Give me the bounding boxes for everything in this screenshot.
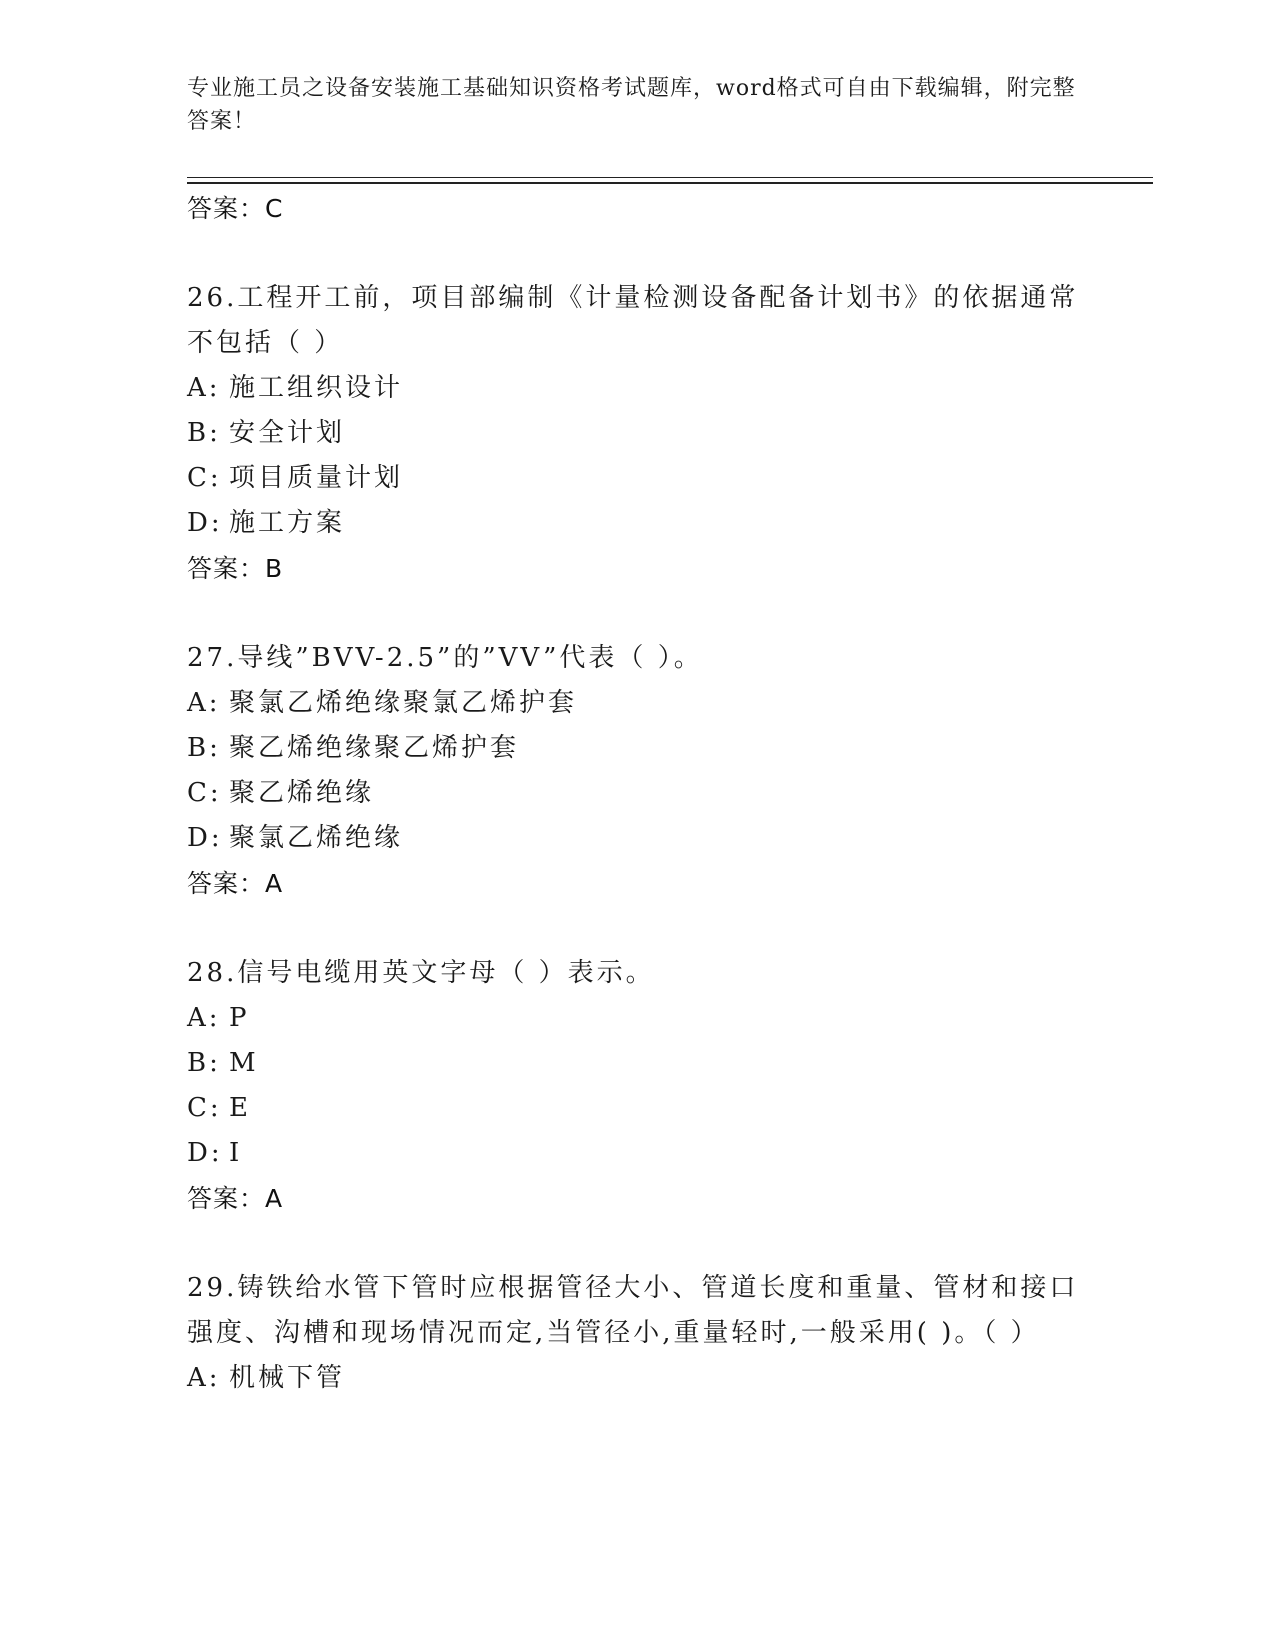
option-key: B: (187, 418, 221, 448)
option-text: 施工方案 (229, 508, 346, 538)
option-b (187, 1041, 1087, 1086)
question-stem: 28.信号电缆用英文字母（ ）表示。 (187, 958, 655, 988)
option-key: C: (187, 778, 222, 808)
option-text: 聚氯乙烯绝缘 (229, 823, 404, 853)
option-d (187, 816, 1087, 861)
question-28 (187, 951, 1087, 1221)
option-key: A: (187, 1003, 221, 1033)
page-header-text: 专业施工员之设备安装施工基础知识资格考试题库，word格式可自由下载编辑，附完整答案！ (187, 76, 1076, 134)
option-c (187, 1086, 1087, 1131)
question-stem: 26.工程开工前，项目部编制《计量检测设备配备计划书》的依据通常不包括（ ） (187, 283, 1079, 358)
option-text: 机械下管 (229, 1363, 346, 1393)
question-list (187, 186, 1087, 1401)
header-divider-thick (187, 182, 1153, 184)
option-a (187, 681, 1087, 726)
question-26 (187, 276, 1087, 591)
answer-line: 答案：A (187, 869, 284, 898)
option-key: A: (187, 688, 221, 718)
option-c (187, 456, 1087, 501)
answer-line: 答案：A (187, 1184, 284, 1213)
option-key: D: (187, 1138, 223, 1168)
option-text: 聚乙烯绝缘 (229, 778, 375, 808)
option-key: C: (187, 1093, 222, 1123)
answer-line: 答案：C (187, 194, 284, 223)
option-key: B: (187, 1048, 221, 1078)
option-text: M (229, 1048, 259, 1078)
option-text: 项目质量计划 (229, 463, 404, 493)
option-text: P (229, 1003, 250, 1033)
option-c (187, 771, 1087, 816)
option-key: B: (187, 733, 221, 763)
question-29 (187, 1266, 1087, 1401)
option-key: D: (187, 508, 223, 538)
question-27 (187, 636, 1087, 906)
option-text: 聚乙烯绝缘聚乙烯护套 (229, 733, 520, 763)
option-d (187, 1131, 1087, 1176)
question-stem: 27.导线”BVV-2.5”的”VV”代表（ ）。 (187, 643, 703, 673)
option-a (187, 366, 1087, 411)
option-b (187, 411, 1087, 456)
header-divider-thin (187, 177, 1153, 178)
option-text: I (229, 1138, 243, 1168)
option-key: D: (187, 823, 223, 853)
option-text: 施工组织设计 (229, 373, 404, 403)
option-text: 聚氯乙烯绝缘聚氯乙烯护套 (229, 688, 578, 718)
option-key: C: (187, 463, 222, 493)
option-a (187, 996, 1087, 1041)
option-text: 安全计划 (229, 418, 346, 448)
option-b (187, 726, 1087, 771)
option-d (187, 501, 1087, 546)
option-key: A: (187, 373, 221, 403)
answer-line: 答案：B (187, 554, 284, 583)
option-text: E (229, 1093, 251, 1123)
option-key: A: (187, 1363, 221, 1393)
option-a (187, 1356, 1087, 1401)
question-stem: 29.铸铁给水管下管时应根据管径大小、管道长度和重量、管材和接口强度、沟槽和现场情况而定,当管径小,重量轻时,一般采用( )。（ ） (187, 1273, 1079, 1348)
